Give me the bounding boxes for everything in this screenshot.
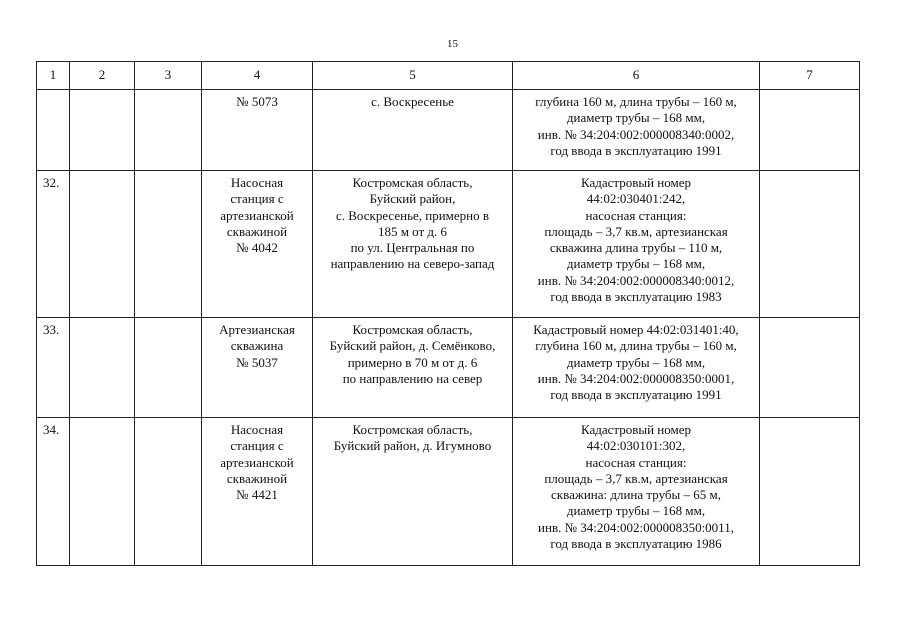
empty-cell: [70, 90, 135, 171]
location-cell: Костромская область, Буйский район, д. Семёнково, примерно в 70 м от д. 6 по направлению на север: [313, 318, 513, 418]
page-number: 15: [447, 38, 458, 50]
table-header-row: [37, 62, 860, 90]
object-name-cell: Артезианская скважина № 5037: [202, 318, 313, 418]
column-header: 6: [513, 62, 760, 90]
empty-cell: [135, 318, 202, 418]
object-name-cell: № 5073: [202, 90, 313, 171]
object-name-cell: Насосная станция с артезианской скважиной № 4042: [202, 171, 313, 318]
empty-cell: [760, 318, 860, 418]
table-row: [37, 418, 860, 566]
characteristics-cell: Кадастровый номер 44:02:030401:242, насосная станция: площадь – 3,7 кв.м, артезианская скважина длина трубы – 110 м, диаметр трубы – 168 мм, инв. № 34:204:002:000008340:0012, год ввода в эксплуатацию 1983: [513, 171, 760, 318]
row-number-cell: [37, 90, 70, 171]
characteristics-cell: Кадастровый номер 44:02:031401:40, глубина 160 м, длина трубы – 160 м, диаметр трубы – 168 мм, инв. № 34:204:002:000008350:0001, год ввода в эксплуатацию 1991: [513, 318, 760, 418]
empty-cell: [70, 318, 135, 418]
property-table: [36, 61, 860, 566]
column-header: 4: [202, 62, 313, 90]
empty-cell: [70, 418, 135, 566]
table-row: [37, 90, 860, 171]
empty-cell: [135, 171, 202, 318]
location-cell: с. Воскресенье: [313, 90, 513, 171]
characteristics-cell: Кадастровый номер 44:02:030101:302, насосная станция: площадь – 3,7 кв.м, артезианская скважина: длина трубы – 65 м, диаметр трубы – 168 мм, инв. № 34:204:002:000008350:0011, год ввода в эксплуатацию 1986: [513, 418, 760, 566]
column-header: 1: [37, 62, 70, 90]
location-cell: Костромская область, Буйский район, с. Воскресенье, примерно в 185 м от д. 6 по ул. Центральная по направлению на северо-запад: [313, 171, 513, 318]
column-header: 7: [760, 62, 860, 90]
characteristics-cell: глубина 160 м, длина трубы – 160 м, диаметр трубы – 168 мм, инв. № 34:204:002:000008340:0002, год ввода в эксплуатацию 1991: [513, 90, 760, 171]
empty-cell: [135, 90, 202, 171]
row-number-cell: 33.: [37, 318, 70, 418]
column-header: 3: [135, 62, 202, 90]
empty-cell: [70, 171, 135, 318]
empty-cell: [760, 171, 860, 318]
empty-cell: [135, 418, 202, 566]
row-number-cell: 34.: [37, 418, 70, 566]
column-header: 5: [313, 62, 513, 90]
table-row: [37, 318, 860, 418]
empty-cell: [760, 418, 860, 566]
object-name-cell: Насосная станция с артезианской скважиной № 4421: [202, 418, 313, 566]
table-row: [37, 171, 860, 318]
empty-cell: [760, 90, 860, 171]
column-header: 2: [70, 62, 135, 90]
location-cell: Костромская область, Буйский район, д. Игумново: [313, 418, 513, 566]
row-number-cell: 32.: [37, 171, 70, 318]
